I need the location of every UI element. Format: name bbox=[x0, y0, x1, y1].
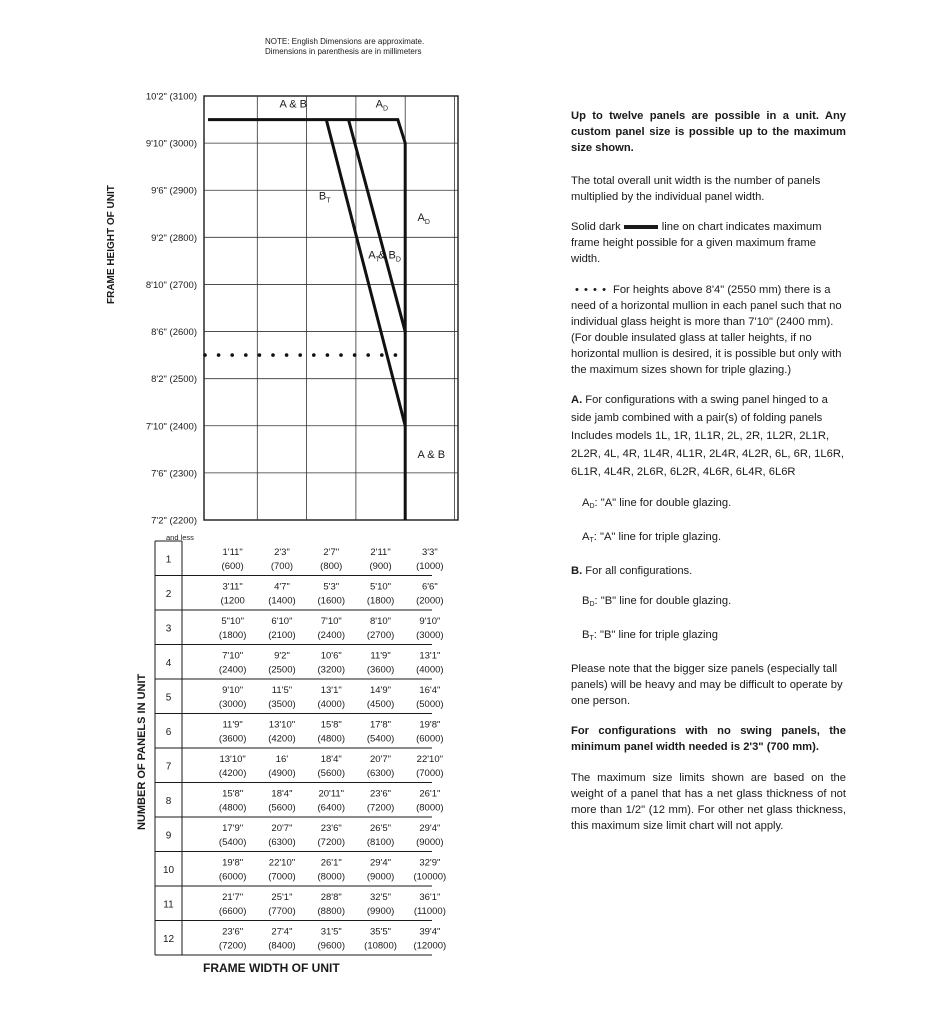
table-cell-feet: 1'11" bbox=[222, 547, 243, 558]
table-cell-mm: (10800) bbox=[364, 940, 397, 952]
table-cell-mm: (3000) bbox=[218, 699, 247, 710]
table-cell-mm: (700) bbox=[270, 561, 294, 572]
region-label: A & B bbox=[417, 448, 446, 461]
table-cell-feet: 26'1" bbox=[320, 857, 342, 869]
ad-legend bbox=[571, 495, 846, 515]
table-cell-feet: 26'5" bbox=[370, 823, 392, 834]
table-cell-mm: (4500) bbox=[366, 699, 395, 710]
table-row-number: 6 bbox=[165, 726, 172, 738]
table-cell-feet: 13'1" bbox=[320, 685, 342, 696]
table-cell-feet: 13'10" bbox=[219, 754, 246, 765]
dotted-line-point bbox=[394, 353, 398, 357]
y-axis-ticks bbox=[146, 92, 197, 527]
table-cell-mm: (3200) bbox=[317, 664, 345, 676]
table-cell-mm: (6000) bbox=[416, 733, 444, 745]
table-cell-mm: (7200) bbox=[218, 940, 247, 952]
table-cell-mm: (2100) bbox=[268, 630, 296, 641]
solid-line-prefix: Solid dark bbox=[571, 221, 621, 233]
table-cell-mm: (6300) bbox=[366, 768, 395, 779]
table-cell-feet: 2'11" bbox=[370, 547, 391, 558]
table-cell-mm: (3600) bbox=[366, 664, 395, 676]
table-cell-mm: (7700) bbox=[268, 906, 296, 917]
y-tick-label: 8'6" (2600) bbox=[151, 327, 197, 339]
table-cell-mm: (1800) bbox=[366, 595, 395, 607]
table-row-number: 9 bbox=[165, 830, 172, 842]
solid-line-text: line on chart indicates maximum frame height possible for a given maximum frame width. bbox=[571, 221, 822, 265]
table-cell-feet: 19'8" bbox=[419, 719, 441, 731]
table-cell-feet: 20'7" bbox=[370, 754, 392, 765]
table-cell-feet: 16' bbox=[275, 754, 289, 765]
table-cell-mm: (6600) bbox=[218, 906, 247, 917]
table-cell-mm: (5000) bbox=[416, 699, 444, 710]
table-cell-feet: 17'8" bbox=[370, 719, 392, 731]
y-tick-label: 8'10" (2700) bbox=[145, 279, 197, 291]
region-label-sub: T bbox=[326, 197, 331, 205]
at-sub: T bbox=[589, 537, 594, 544]
region-label: $B_T$ bbox=[318, 190, 331, 205]
table-cell-feet: 17'9" bbox=[222, 823, 244, 834]
dotted-line-point bbox=[312, 353, 316, 357]
table-y-axis-title: NUMBER OF PANELS IN UNIT bbox=[136, 673, 148, 830]
region-label-sub: T bbox=[375, 256, 380, 264]
table-cell-mm: (10000) bbox=[413, 871, 447, 883]
table-cell-feet: 23'6" bbox=[370, 788, 392, 800]
table-cell-feet: 4'7" bbox=[274, 581, 290, 593]
dotted-line-point bbox=[258, 353, 262, 357]
bd-legend bbox=[571, 593, 846, 613]
table-cell-mm: (8100) bbox=[366, 837, 395, 848]
table-cell-feet: 19'8" bbox=[222, 857, 244, 869]
bd-text: : "B" line for double glazing. bbox=[594, 595, 732, 607]
config-b-text: For all configurations. bbox=[585, 565, 693, 577]
table-cell-mm: (5400) bbox=[218, 837, 247, 848]
table-row-number: 7 bbox=[165, 761, 172, 773]
table-cell-feet: 20'7" bbox=[271, 823, 293, 834]
table-cell-feet: 18'4" bbox=[320, 754, 342, 765]
y-tick-label: 9'6" (2900) bbox=[151, 185, 197, 197]
table-row-number: 2 bbox=[165, 588, 172, 600]
table-cell-mm: (600) bbox=[221, 561, 244, 572]
ad-sub: D bbox=[589, 503, 595, 510]
at-main: A bbox=[582, 531, 590, 543]
table-cell-feet: 36'1" bbox=[419, 892, 441, 903]
region-labels bbox=[279, 98, 445, 461]
table-cell-feet: 5"10" bbox=[221, 616, 244, 627]
width-info: The total overall unit width is the number of panels multiplied by the individual panel width. bbox=[571, 175, 821, 203]
table-cell-mm: (1400) bbox=[268, 595, 296, 607]
table-cell-feet: 29'4" bbox=[419, 823, 441, 834]
table-cell-mm: (8000) bbox=[416, 802, 444, 814]
table-cell-mm: (6300) bbox=[268, 837, 296, 848]
dotted-line-point bbox=[366, 353, 370, 357]
table-row-number: 10 bbox=[162, 864, 175, 876]
table-cell-feet: 11'9" bbox=[222, 719, 243, 731]
dotted-line-point bbox=[285, 353, 289, 357]
note-line-1: NOTE: English Dimensions are approximate. bbox=[265, 37, 425, 46]
table-cell-feet: 13'1" bbox=[419, 650, 441, 662]
table-row-number: 5 bbox=[165, 692, 172, 704]
dotted-line-point bbox=[230, 353, 234, 357]
region-label: $A_D$ bbox=[375, 98, 389, 113]
table-row-number: 4 bbox=[165, 657, 172, 669]
config-a-text: For configurations with a swing panel hinged to a side jamb combined with a pair(s) of folding panels Includes models 1L, 1R, 1L1R, 2L, 2R, 1L2R, 2L1R, 2L2R, 4L, 4R, 1L4R, 4L1R, 2L4R, 4L2R, 6L, 6R, 1L6R, 6L1R, 4L4R, 2L6R, 6L2R, 4L6R, 6L4R, 6L6R bbox=[571, 394, 845, 478]
y-tick-label: 9'10" (3000) bbox=[145, 138, 197, 150]
region-label: $A_T$ bbox=[368, 249, 380, 264]
table-cell-mm: (12000) bbox=[413, 940, 447, 952]
at-legend bbox=[571, 529, 846, 549]
table-cell-mm: (8800) bbox=[317, 906, 345, 917]
table-cell-mm: (1800) bbox=[218, 630, 247, 641]
table-cell-mm: (4800) bbox=[317, 733, 345, 745]
table-cell-mm: (2400) bbox=[218, 664, 247, 676]
table-cell-feet: 28'8" bbox=[320, 892, 342, 903]
dotted-line-point bbox=[353, 353, 357, 357]
table-cell-feet: 39'4" bbox=[419, 926, 441, 938]
table-cell-feet: 7'10" bbox=[222, 650, 244, 662]
panels-info: Up to twelve panels are possible in a unit. Any custom panel size is possible up to the maximum size shown. bbox=[571, 110, 846, 154]
table-cell-mm: (900) bbox=[369, 561, 392, 572]
table-cell-mm: (8400) bbox=[268, 940, 296, 952]
table-cell-feet: 32'5" bbox=[370, 892, 392, 903]
y-tick-label: 7'6" (2300) bbox=[151, 468, 197, 480]
table-cell-feet: 23'6" bbox=[222, 926, 244, 938]
ad-main: A bbox=[582, 497, 590, 509]
region-label: A & B bbox=[279, 98, 308, 111]
table-cell-feet: 25'1" bbox=[271, 892, 293, 903]
table-cell-feet: 2'7" bbox=[323, 547, 340, 558]
table-cell-feet: 5'10" bbox=[370, 581, 392, 593]
bt-legend bbox=[571, 627, 846, 647]
table-cell-mm: (4900) bbox=[268, 768, 296, 779]
min-width-info: For configurations with no swing panels, the minimum panel width needed is 2'3" (700 mm). bbox=[571, 725, 846, 753]
bt-text: : "B" line for triple glazing bbox=[593, 629, 718, 641]
y-axis-title: FRAME HEIGHT OF UNIT bbox=[106, 185, 117, 304]
table-cell-feet: 2'3" bbox=[274, 547, 290, 558]
table-cell-feet: 18'4" bbox=[271, 788, 293, 800]
table-cell-feet: 29'4" bbox=[370, 857, 392, 869]
series-line-AT_BD bbox=[349, 120, 406, 332]
table-row-number: 1 bbox=[165, 554, 172, 566]
table-cell-mm: (8000) bbox=[317, 871, 345, 883]
bt-main: B bbox=[582, 629, 590, 641]
dotted-line-point bbox=[326, 353, 330, 357]
table-cell-feet: 14'9" bbox=[370, 685, 392, 696]
panel-width-table bbox=[155, 541, 446, 955]
table-cell-mm: (5600) bbox=[317, 768, 345, 779]
y-tick-label: 10'2" (3100) bbox=[145, 91, 197, 103]
region-label-sub: D bbox=[395, 256, 401, 264]
y-tick-label: 7'10" (2400) bbox=[145, 421, 197, 433]
table-cell-mm: (9000) bbox=[416, 837, 444, 848]
table-cell-mm: (2400) bbox=[317, 630, 345, 641]
table-cell-feet: 3'3" bbox=[421, 547, 438, 558]
table-cell-mm: (11000) bbox=[413, 906, 446, 917]
table-cell-mm: (1000) bbox=[416, 561, 444, 572]
table-cell-feet: 9'2" bbox=[274, 650, 290, 662]
solid-line-info bbox=[571, 219, 846, 267]
table-cell-feet: 32'9" bbox=[419, 857, 441, 869]
table-cell-mm: (800) bbox=[320, 561, 343, 572]
y-tick-label: 7'2" (2200) bbox=[151, 515, 197, 527]
region-label-sub: D bbox=[382, 105, 389, 113]
note-line-2: Dimensions in parenthesis are in millimeters bbox=[265, 47, 422, 56]
dotted-line-swatch: • • • • bbox=[575, 284, 607, 296]
table-cell-mm: (3500) bbox=[268, 699, 296, 710]
table-cell-feet: 16'4" bbox=[419, 685, 441, 696]
dotted-line-point bbox=[271, 353, 275, 357]
chart-series bbox=[203, 120, 405, 520]
dotted-line-point bbox=[203, 353, 207, 357]
bd-main: B bbox=[582, 595, 590, 607]
dotted-line-point bbox=[298, 353, 302, 357]
and-less-label: and less bbox=[166, 533, 194, 542]
table-cell-mm: (3000) bbox=[416, 630, 444, 641]
table-cell-feet: 5'3" bbox=[323, 581, 340, 593]
table-cell-feet: 11'9" bbox=[370, 650, 391, 662]
table-cell-mm: (2000) bbox=[416, 595, 444, 607]
table-cell-feet: 22'10" bbox=[416, 754, 444, 765]
table-cell-feet: 13'10" bbox=[268, 719, 296, 731]
table-cell-mm: (1200 bbox=[220, 595, 245, 607]
table-cell-mm: (4200) bbox=[218, 768, 247, 779]
region-label: $A_D$ bbox=[417, 211, 430, 226]
table-cell-feet: 8'10" bbox=[370, 616, 392, 627]
table-cell-feet: 15'8" bbox=[222, 788, 244, 800]
table-cell-mm: (4200) bbox=[268, 733, 296, 745]
config-b-info bbox=[571, 563, 846, 579]
table-cell-mm: (6000) bbox=[218, 871, 247, 883]
table-cell-feet: 11'5" bbox=[271, 685, 293, 696]
table-cell-mm: (7200) bbox=[366, 802, 395, 814]
table-row-number: 11 bbox=[163, 899, 174, 911]
glass-thickness-info: The maximum size limits shown are based on the weight of a panel that has a net glass thickness of not more than 1/2" (12 mm). For other net glass thickness, this maximum size limit chart will not apply. bbox=[571, 772, 846, 832]
table-cell-feet: 6'10" bbox=[271, 616, 293, 627]
table-cell-mm: (4000) bbox=[416, 664, 444, 676]
table-cell-mm: (7200) bbox=[317, 837, 345, 848]
table-cell-mm: (5400) bbox=[366, 733, 395, 745]
table-cell-feet: 9'10" bbox=[222, 685, 244, 696]
table-cell-feet: 31'5" bbox=[320, 926, 342, 938]
table-cell-feet: 35'5" bbox=[370, 926, 392, 938]
mullion-info bbox=[571, 282, 846, 378]
series-line-BT bbox=[326, 120, 405, 426]
table-cell-feet: 7'10" bbox=[320, 616, 342, 627]
config-b-label: B. bbox=[571, 565, 583, 577]
table-cell-feet: 27'4" bbox=[271, 926, 293, 938]
table-cell-feet: 26'1" bbox=[419, 788, 441, 800]
bt-sub: T bbox=[589, 635, 594, 642]
table-row-number: 3 bbox=[165, 623, 172, 635]
table-cell-mm: (9600) bbox=[317, 940, 345, 952]
config-a-info bbox=[571, 391, 846, 481]
table-cell-feet: 3'11" bbox=[222, 581, 243, 593]
dotted-line-point bbox=[217, 353, 221, 357]
table-cell-mm: (1600) bbox=[317, 595, 345, 607]
table-cell-feet: 20'11" bbox=[318, 788, 345, 800]
table-cell-mm: (4000) bbox=[317, 699, 345, 710]
dotted-line-point bbox=[339, 353, 343, 357]
solid-line-swatch bbox=[624, 225, 658, 229]
table-row-number: 8 bbox=[165, 795, 172, 807]
region-label-sub: D bbox=[424, 218, 430, 226]
x-axis-title: FRAME WIDTH OF UNIT bbox=[203, 961, 340, 975]
table-cell-mm: (5600) bbox=[268, 802, 296, 814]
table-cell-feet: 6'6" bbox=[421, 581, 438, 593]
config-a-label: A. bbox=[571, 394, 583, 406]
table-cell-mm: (9900) bbox=[366, 906, 395, 917]
mullion-text: For heights above 8'4" (2550 mm) there is a need of a horizontal mullion in each panel such that no individual glass height is more than 7'10" (2400 mm). (For double insulated glass at taller heights, if no horizontal mullion is desired, it is possible but only with the maximum sizes shown for triple glazing.) bbox=[571, 284, 842, 376]
ad-text: : "A" line for double glazing. bbox=[594, 497, 732, 509]
weight-warning: Please note that the bigger size panels (especially tall panels) will be heavy and may be difficult to operate by one person. bbox=[571, 663, 843, 707]
table-row-number: 12 bbox=[162, 933, 175, 945]
table-cell-mm: (3600) bbox=[218, 733, 247, 745]
y-tick-label: 9'2" (2800) bbox=[151, 232, 197, 244]
bd-sub: D bbox=[589, 601, 595, 608]
table-cell-mm: (4800) bbox=[218, 802, 247, 814]
dotted-line-point bbox=[380, 353, 384, 357]
at-text: : "A" line for triple glazing. bbox=[593, 531, 722, 543]
y-tick-label: 8'2" (2500) bbox=[151, 374, 197, 386]
table-cell-mm: (7000) bbox=[268, 871, 296, 883]
table-cell-mm: (2700) bbox=[366, 630, 395, 641]
explanation-column bbox=[571, 108, 846, 834]
table-cell-feet: 15'8" bbox=[320, 719, 342, 731]
region-label: & $B_D$ bbox=[378, 249, 401, 264]
table-cell-mm: (7000) bbox=[416, 768, 444, 779]
table-cell-mm: (6400) bbox=[317, 802, 345, 814]
dotted-line-point bbox=[244, 353, 248, 357]
table-cell-feet: 22'10" bbox=[268, 857, 296, 869]
table-cell-feet: 9'10" bbox=[419, 616, 441, 627]
table-cell-mm: (9000) bbox=[366, 871, 395, 883]
table-cell-feet: 10'6" bbox=[320, 650, 342, 662]
table-cell-feet: 23'6" bbox=[320, 823, 342, 834]
table-cell-mm: (2500) bbox=[268, 664, 296, 676]
table-cell-feet: 21'7" bbox=[222, 892, 244, 903]
